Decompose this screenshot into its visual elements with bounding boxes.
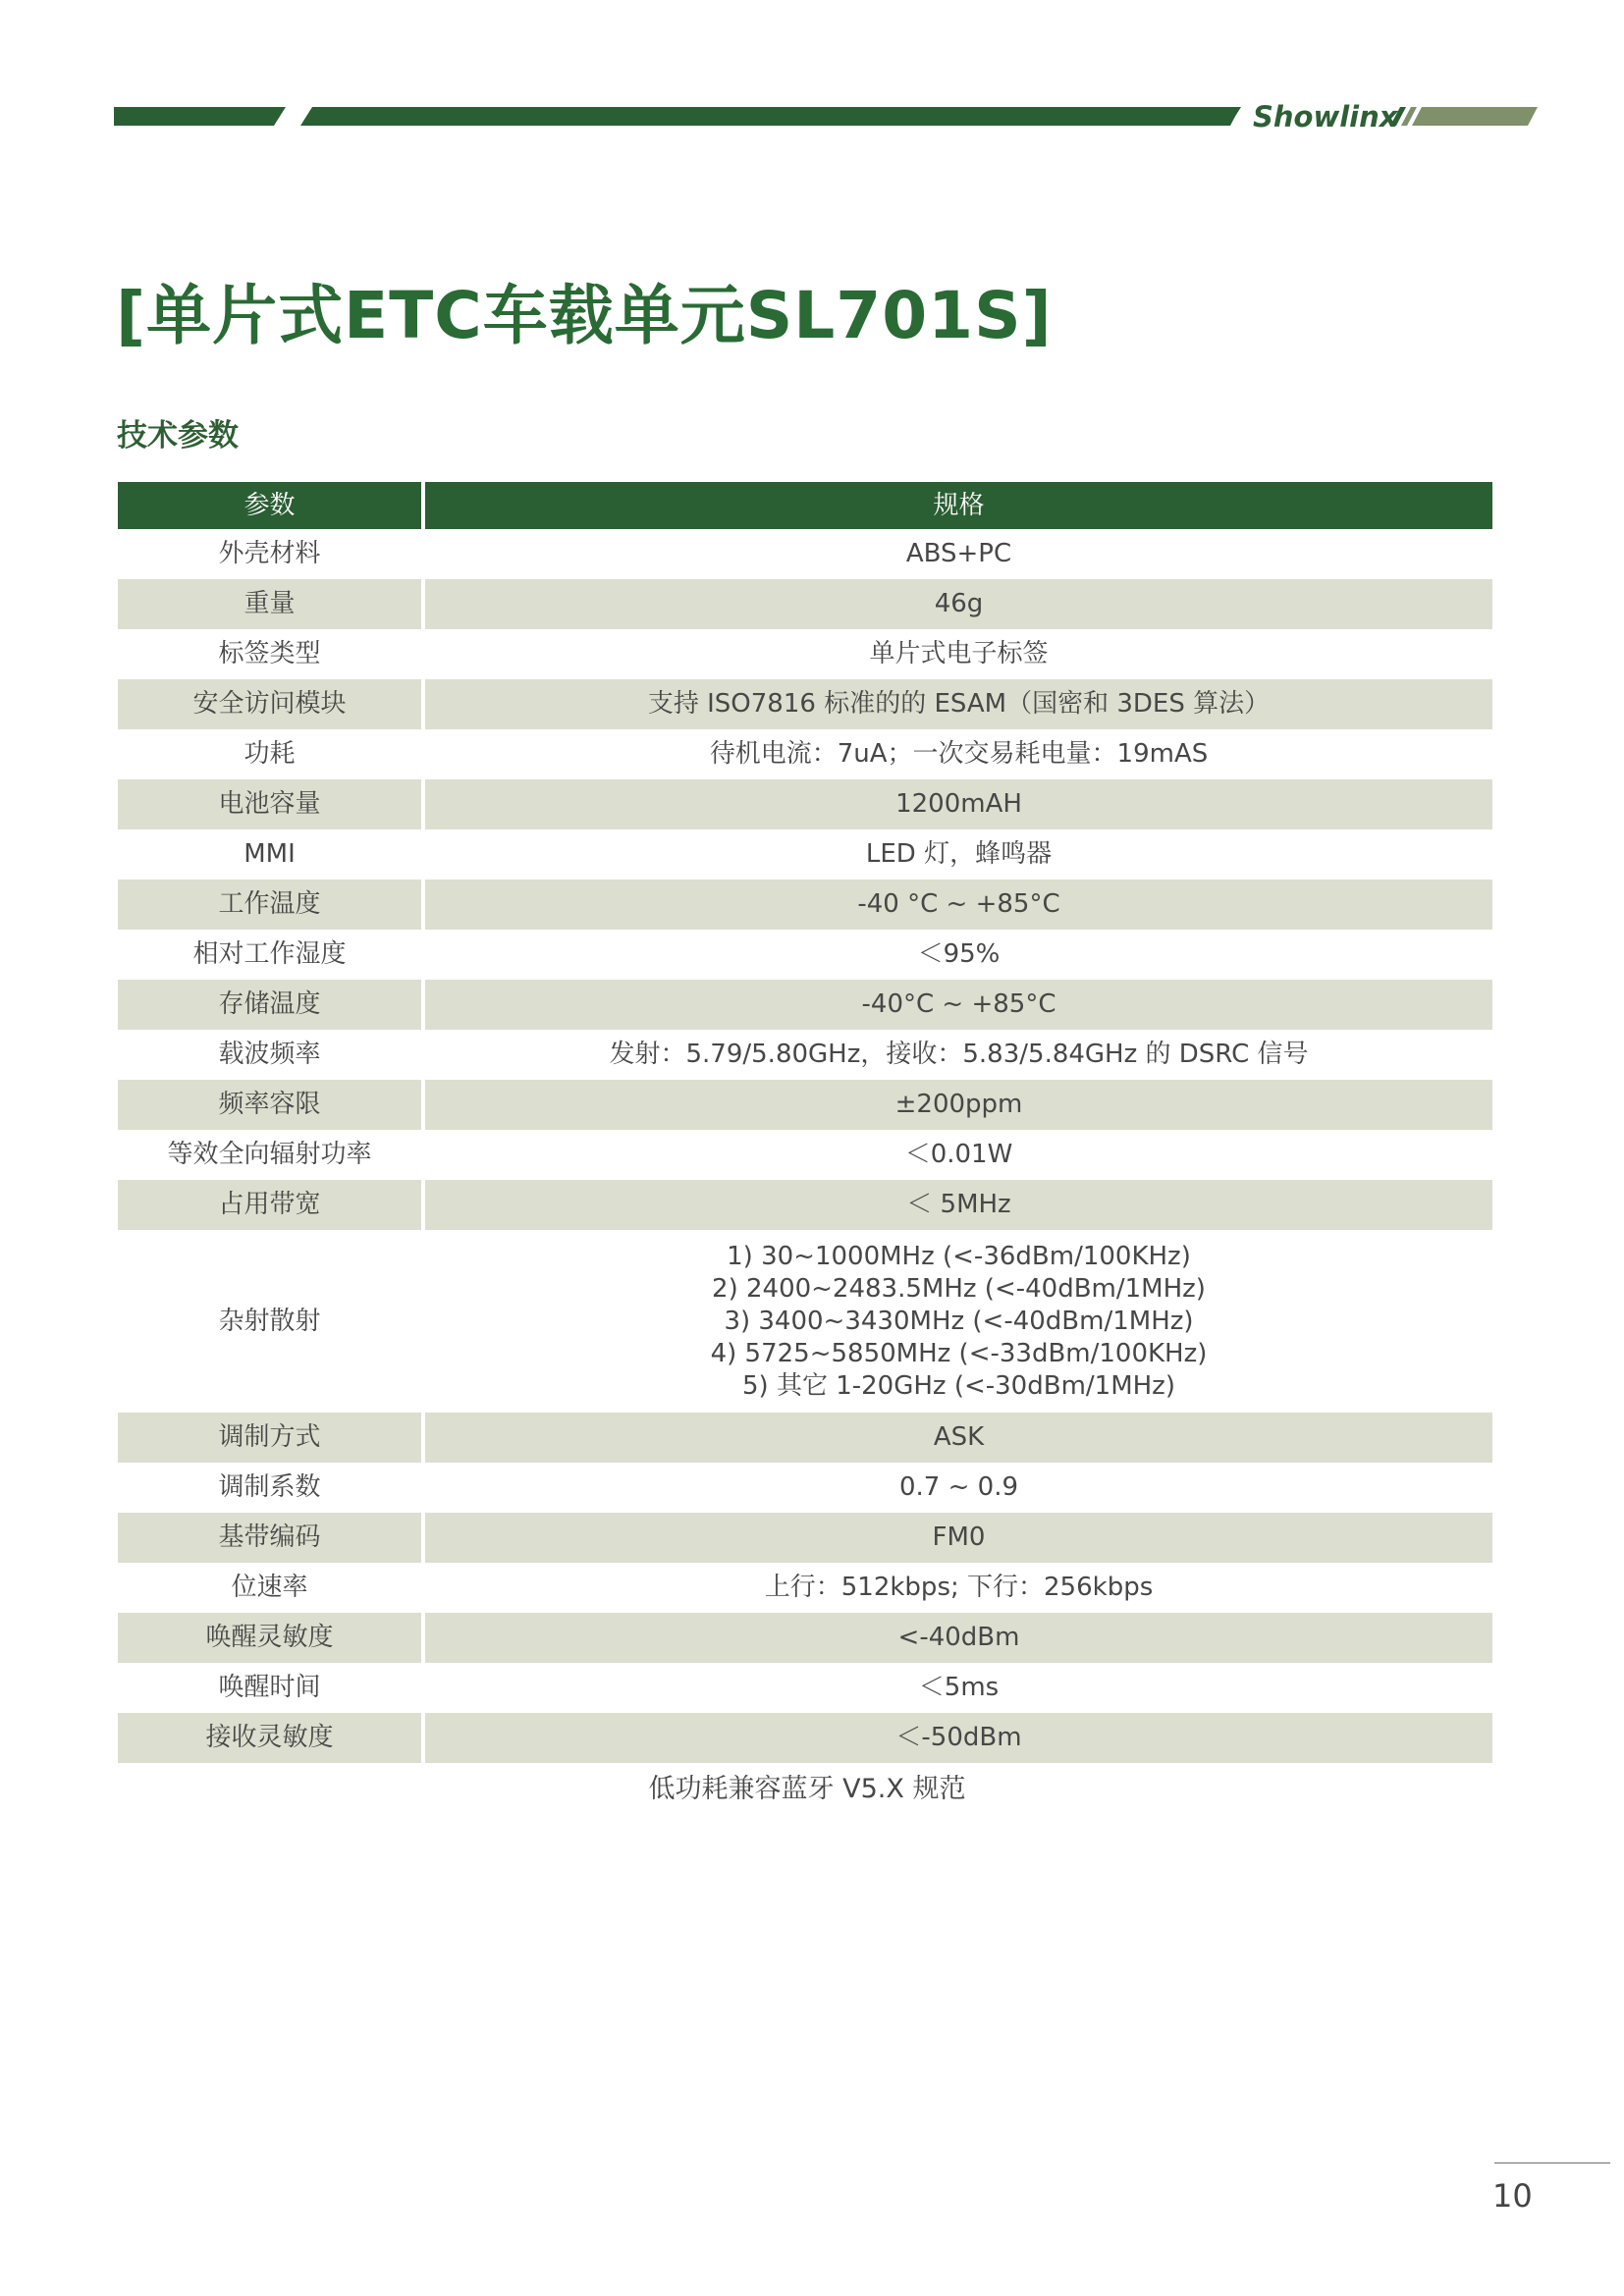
header-bar-main — [300, 107, 1241, 126]
param-value: 待机电流：7uA；一次交易耗电量：19mAS — [423, 729, 1492, 779]
param-value: 46g — [423, 579, 1492, 629]
table-row — [118, 1513, 1492, 1563]
param-name: 杂射散射 — [218, 1306, 321, 1336]
param-name: 电池容量 — [118, 779, 423, 829]
param-name: 相对工作湿度 — [192, 939, 347, 969]
param-name: 存储温度 — [118, 980, 423, 1030]
table-row — [118, 1563, 1492, 1613]
param-name: 唤醒时间 — [218, 1673, 321, 1702]
param-name: 位速率 — [231, 1573, 308, 1602]
param-value: 支持 ISO7816 标准的的 ESAM（国密和 3DES 算法） — [423, 679, 1492, 729]
spurious-line: 5) 其它 1-20GHz (<-30dBm/1MHz) — [742, 1370, 1175, 1401]
param-value: ABS+PC — [423, 529, 1492, 579]
table-row-multiline — [118, 1230, 1492, 1413]
param-value: ±200ppm — [423, 1080, 1492, 1130]
param-value: ＜5ms — [423, 1663, 1492, 1713]
table-row — [118, 930, 1492, 980]
brand-name: Showlinx — [1253, 100, 1398, 133]
param-name: 唤醒灵敏度 — [118, 1613, 423, 1663]
param-value-list — [423, 1230, 1492, 1413]
param-value: ＜ 5MHz — [423, 1180, 1492, 1230]
param-name: 调制方式 — [118, 1413, 423, 1463]
spurious-line: 3) 3400~3430MHz (<-40dBm/1MHz) — [724, 1306, 1194, 1336]
table-row — [118, 1713, 1492, 1763]
param-name: 频率容限 — [118, 1080, 423, 1130]
spurious-line: 4) 5725~5850MHz (<-33dBm/100KHz) — [710, 1338, 1208, 1368]
table-row — [118, 679, 1492, 729]
spec-table — [118, 482, 1492, 1763]
param-name: 功耗 — [244, 739, 296, 769]
spurious-line: 2) 2400~2483.5MHz (<-40dBm/1MHz) — [712, 1273, 1206, 1304]
table-row — [118, 1613, 1492, 1663]
table-row — [118, 980, 1492, 1030]
param-name: 标签类型 — [218, 639, 321, 668]
table-row — [118, 1413, 1492, 1463]
footnote-text: 低功耗兼容蓝牙 V5.X 规范 — [648, 1774, 966, 1804]
param-value: 上行：512kbps; 下行：256kbps — [423, 1563, 1492, 1613]
table-row — [118, 1130, 1492, 1180]
column-header-param: 参数 — [118, 482, 423, 529]
table-row — [118, 529, 1492, 579]
table-row — [118, 579, 1492, 629]
param-name: 外壳材料 — [218, 539, 321, 568]
param-value: LED 灯，蜂鸣器 — [423, 829, 1492, 880]
param-name: 接收灵敏度 — [118, 1713, 423, 1763]
table-row — [118, 1180, 1492, 1230]
param-name: 占用带宽 — [118, 1180, 423, 1230]
param-value: ASK — [423, 1413, 1492, 1463]
column-header-spec: 规格 — [423, 482, 1492, 529]
param-name: 载波频率 — [218, 1040, 321, 1069]
brand-logo — [1214, 98, 1538, 133]
page-title: [单片式ETC车载单元SL701S] — [116, 278, 1053, 353]
page-number: 10 — [1492, 2177, 1533, 2215]
table-row — [118, 1463, 1492, 1513]
param-value: 发射：5.79/5.80GHz，接收：5.83/5.84GHz 的 DSRC 信号 — [423, 1030, 1492, 1080]
param-value: -40 °C ~ +85°C — [423, 880, 1492, 930]
header-bar-left — [114, 107, 286, 126]
table-row — [118, 880, 1492, 930]
spurious-line: 1) 30~1000MHz (<-36dBm/100KHz) — [727, 1241, 1191, 1271]
param-name: 调制系数 — [218, 1472, 321, 1502]
param-name: MMI — [244, 839, 296, 869]
table-row — [118, 829, 1492, 880]
param-value: 单片式电子标签 — [423, 629, 1492, 679]
param-name: 重量 — [118, 579, 423, 629]
param-name: 基带编码 — [118, 1513, 423, 1563]
param-value: 1200mAH — [423, 779, 1492, 829]
param-value: 0.7 ~ 0.9 — [423, 1463, 1492, 1513]
param-name: 等效全向辐射功率 — [167, 1140, 372, 1169]
param-value: -40°C ~ +85°C — [423, 980, 1492, 1030]
section-title: 技术参数 — [117, 418, 239, 454]
param-value: ＜0.01W — [423, 1130, 1492, 1180]
param-name: 工作温度 — [118, 880, 423, 930]
footnote — [0, 1767, 1624, 1805]
table-row — [118, 1030, 1492, 1080]
param-value: FM0 — [423, 1513, 1492, 1563]
table-row — [118, 1080, 1492, 1130]
param-value: ＜-50dBm — [423, 1713, 1492, 1763]
table-row — [118, 629, 1492, 679]
param-value: ＜95% — [423, 930, 1492, 980]
table-row — [118, 1663, 1492, 1713]
param-value: <-40dBm — [423, 1613, 1492, 1663]
table-header-row — [118, 482, 1492, 529]
table-row — [118, 729, 1492, 779]
param-name: 安全访问模块 — [118, 679, 423, 729]
table-row — [118, 779, 1492, 829]
